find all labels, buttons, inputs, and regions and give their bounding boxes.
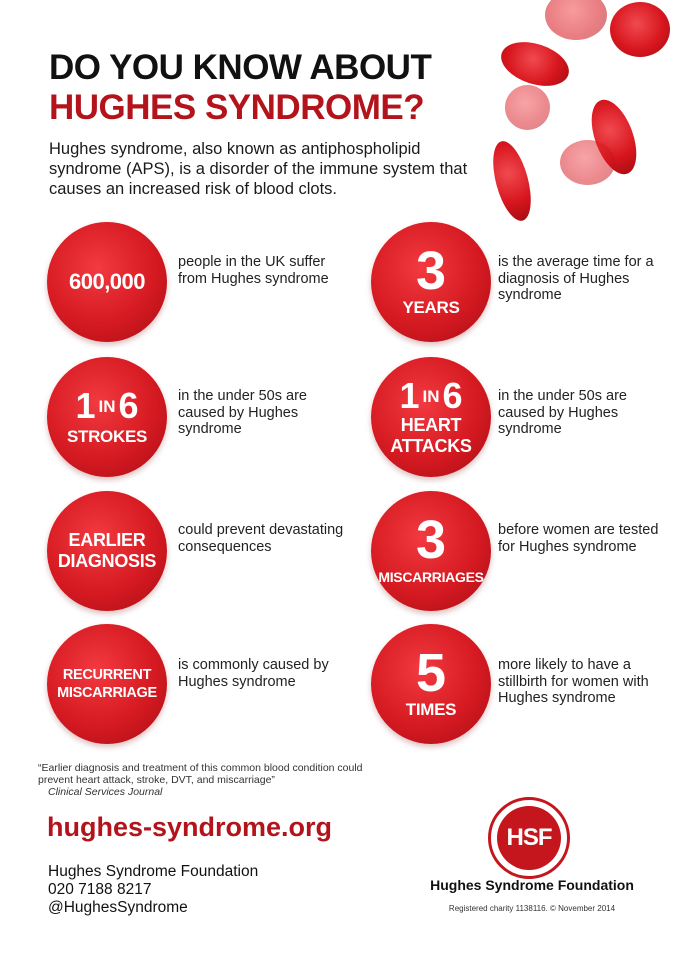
stat-circle-3-years [371, 222, 491, 342]
stat-unit: TIMES [405, 700, 457, 719]
ratio-denominator: 6 [442, 374, 463, 416]
ratio-numerator: 1 [75, 384, 96, 426]
website-link[interactable]: hughes-syndrome.org [47, 812, 333, 842]
contact-phone: 020 7188 8217 [48, 881, 152, 898]
stat-value: 600,000 [68, 269, 146, 294]
stat-circle-heart-attacks [371, 357, 491, 477]
ratio-numerator: 1 [399, 374, 420, 416]
stat-label-line1: RECURRENT [62, 667, 152, 683]
stat-unit-line2: ATTACKS [390, 435, 472, 456]
blood-cell-decoration [545, 0, 607, 40]
hsf-logo-text: HSF [506, 824, 552, 851]
stat-unit: MISCARRIAGES [378, 569, 484, 585]
stat-description: before women are tested for Hughes syndrome [498, 522, 659, 555]
stat-value: 5 [415, 643, 447, 703]
stat-circle-600000 [47, 222, 167, 342]
stat-value: 3 [415, 510, 447, 570]
stat-description: in the under 50s are caused by Hughes syndrome [178, 388, 307, 437]
stat-unit: STROKES [66, 426, 148, 446]
stat-description: could prevent devastating consequences [178, 522, 344, 555]
ratio-denominator: 6 [118, 384, 139, 426]
contact-block [48, 863, 258, 917]
hsf-logo [488, 797, 570, 879]
blood-cell-decoration [486, 137, 538, 224]
hsf-logo-inner [497, 806, 561, 870]
ratio-in: IN [98, 396, 116, 416]
foundation-name: Hughes Syndrome Foundation [430, 877, 634, 893]
stat-description: in the under 50s are caused by Hughes syndrome [498, 388, 627, 437]
quote-text: “Earlier diagnosis and treatment of this common blood condition could prevent heart attack, stroke, DVT, and miscarriage” [38, 762, 363, 786]
contact-org: Hughes Syndrome Foundation [48, 863, 259, 880]
blood-cell-decoration [560, 140, 615, 185]
contact-twitter[interactable]: @HughesSyndrome [48, 899, 188, 916]
blood-cell-decoration [505, 85, 550, 130]
intro-paragraph: Hughes syndrome, also known as antiphospholipid syndrome (APS), is a disorder of the immune system that causes an increased risk of blood clots. [49, 140, 468, 198]
stat-unit: YEARS [402, 298, 460, 317]
quote-block [38, 762, 368, 798]
stat-circle-5-times [371, 624, 491, 744]
ratio-in: IN [422, 386, 440, 406]
blood-cell-decoration [496, 34, 575, 94]
stat-label-line2: DIAGNOSIS [57, 551, 157, 571]
page-title: DO YOU KNOW ABOUT [49, 48, 432, 87]
stat-circle-3-miscarriages [371, 491, 491, 611]
stat-circle-strokes [47, 357, 167, 477]
stat-value: 3 [415, 241, 447, 301]
page-title-highlight: HUGHES SYNDROME? [49, 88, 425, 127]
stat-description: more likely to have a stillbirth for women with Hughes syndrome [498, 657, 649, 706]
stat-description: is the average time for a diagnosis of Hughes syndrome [498, 254, 654, 303]
stat-ratio [399, 374, 463, 416]
stat-description: is commonly caused by Hughes syndrome [178, 657, 329, 690]
stat-ratio [75, 384, 139, 426]
blood-cell-decoration [610, 2, 670, 57]
stat-circle-earlier-diagnosis [47, 491, 167, 611]
quote-source: Clinical Services Journal [48, 786, 163, 798]
stat-circle-recurrent-miscarriage [47, 624, 167, 744]
charity-registration: Registered charity 1138116. © November 2014 [448, 904, 616, 913]
stat-description: people in the UK suffer from Hughes syndrome [178, 254, 329, 287]
stat-label-line1: EARLIER [68, 530, 146, 550]
stat-label-line2: MISCARRIAGE [57, 685, 157, 701]
stat-unit-line1: HEART [400, 414, 462, 435]
